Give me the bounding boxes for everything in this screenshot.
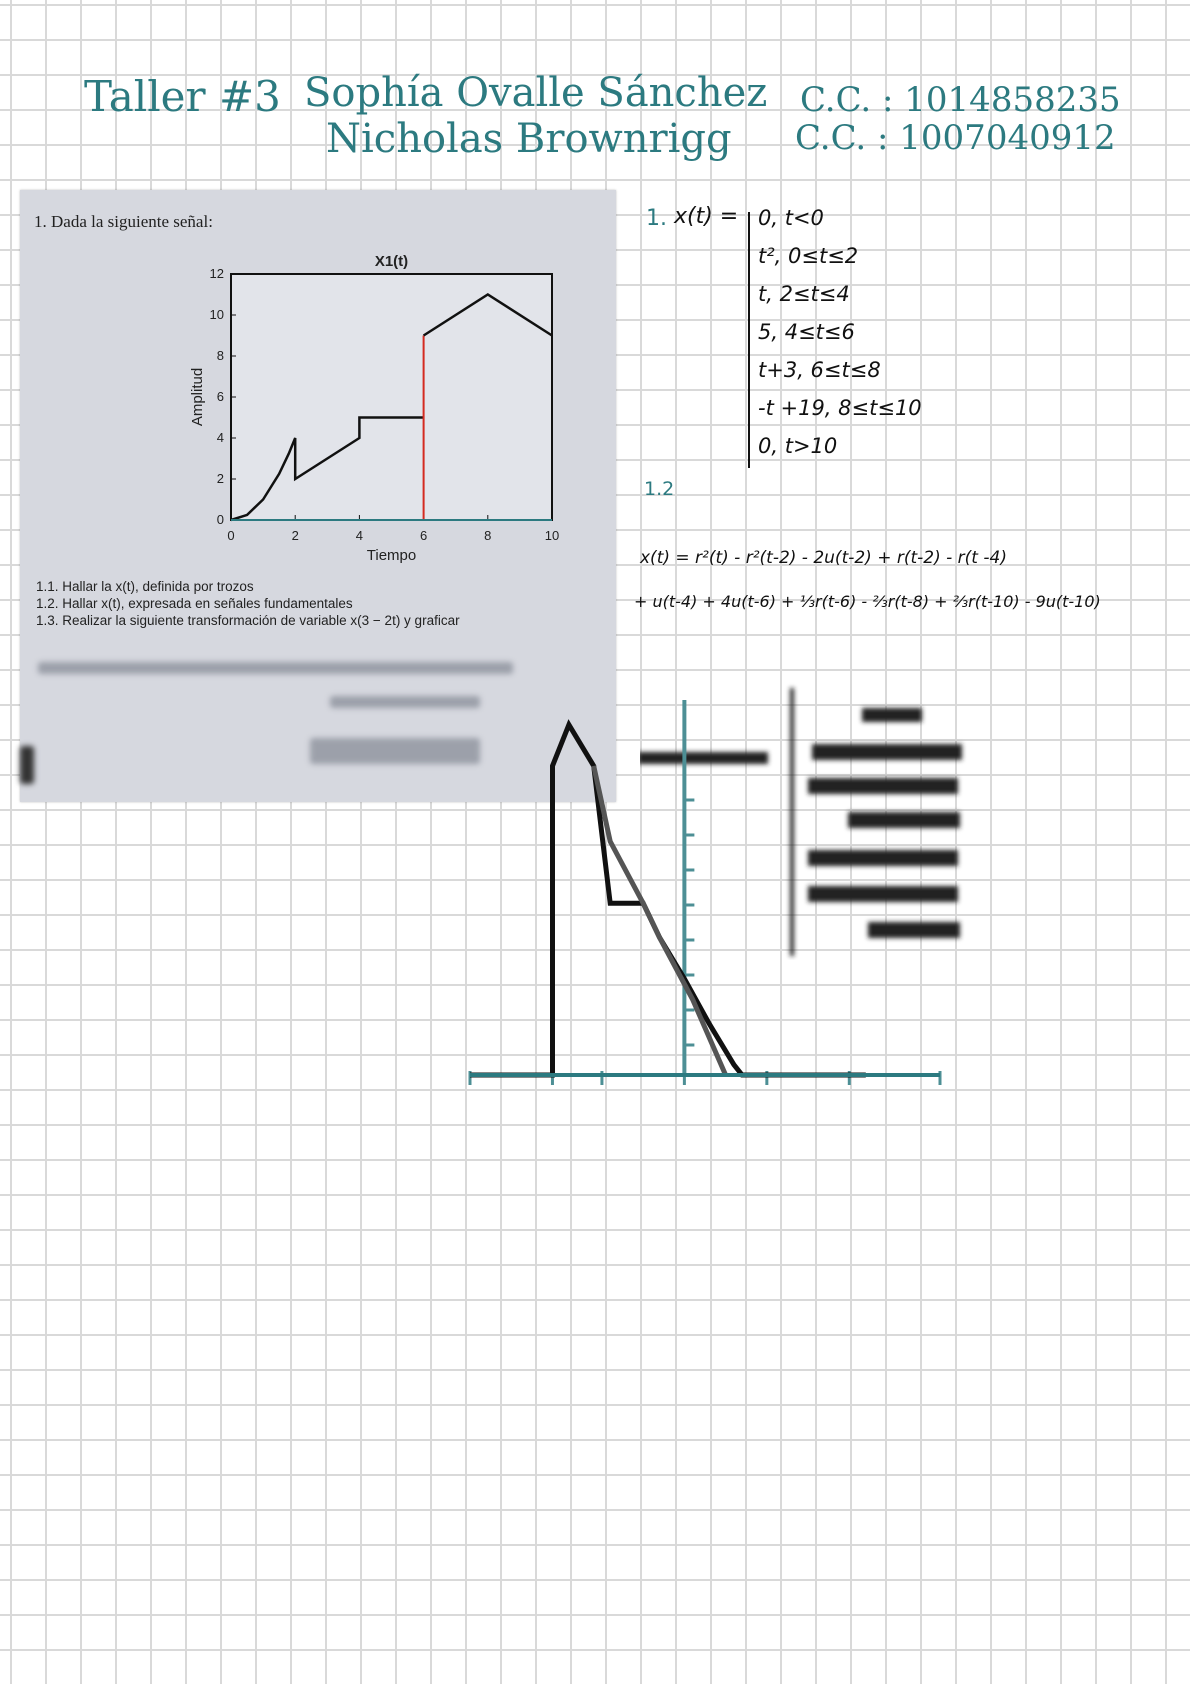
piece-row: 0, t<0 [758, 206, 824, 230]
x-tick-label: 6 [419, 528, 428, 543]
piece-row: -t +19, 8≤t≤10 [758, 396, 922, 420]
x-tick-label: 10 [544, 528, 560, 543]
piece-row: t+3, 6≤t≤8 [758, 358, 881, 382]
section-1-lhs: x(t) = [674, 204, 739, 229]
page-title: Taller #3 [84, 72, 281, 121]
y-tick-label: 8 [216, 348, 224, 363]
author-id-2: C.C. : 1007040912 [795, 118, 1116, 158]
handwritten-answers [634, 200, 1180, 640]
y-tick-label: 12 [209, 266, 224, 281]
x-tick-label: 0 [227, 528, 235, 543]
blurred-text [38, 662, 513, 674]
y-tick-label: 2 [216, 471, 224, 486]
x-tick-label: 4 [355, 528, 364, 543]
piece-row: t, 2≤t≤4 [758, 282, 850, 306]
y-tick-label: 10 [209, 307, 224, 322]
author-id-1: C.C. : 1014858235 [800, 80, 1121, 120]
piece-row: t², 0≤t≤2 [758, 244, 859, 268]
y-tick-label: 6 [216, 389, 224, 404]
signal-chart [20, 190, 616, 580]
piece-row: 5, 4≤t≤6 [758, 320, 855, 344]
section-2-label: 1.2 [644, 478, 675, 500]
y-tick-label: 0 [216, 512, 224, 527]
y-tick-label: 4 [216, 430, 224, 445]
chart-title: X1(t) [374, 253, 409, 270]
blurred-text [310, 738, 480, 764]
section-1-label: 1. [646, 206, 667, 231]
series-line [470, 725, 866, 1075]
task-item: 1.2. Hallar x(t), expresada en señales fundamentales [36, 596, 353, 611]
task-item: 1.3. Realizar la siguiente transformación de variable x(3 − 2t) y graficar [36, 613, 460, 628]
task-list [36, 578, 460, 629]
equation-line-1: x(t) = r²(t) - r²(t-2) - 2u(t-2) + r(t-2) - r(t -4) [640, 548, 1007, 568]
piece-row: 0, t>10 [758, 434, 838, 458]
author-name-2: Nicholas Brownrigg [326, 116, 732, 162]
x-tick-label: 2 [291, 528, 299, 543]
task-item: 1.1. Hallar la x(t), definida por trozos [36, 579, 254, 594]
plot-frame [231, 274, 552, 520]
transformed-signal-graph [460, 660, 960, 1100]
equation-line-2: + u(t-4) + 4u(t-6) + ⅓r(t-6) - ⅔r(t-8) + ⅔r(t-10) - 9u(t-10) [634, 592, 1101, 611]
finger-shadow [20, 746, 34, 784]
x-tick-label: 8 [484, 528, 492, 543]
y-axis-label: Amplitud [189, 367, 206, 427]
problem-intro: 1. Dada la siguiente señal: [34, 212, 213, 231]
x-axis-label: Tiempo [366, 547, 417, 564]
author-name-1: Sophía Ovalle Sánchez [304, 70, 768, 116]
series-line [594, 766, 726, 1075]
blurred-text [330, 696, 480, 708]
